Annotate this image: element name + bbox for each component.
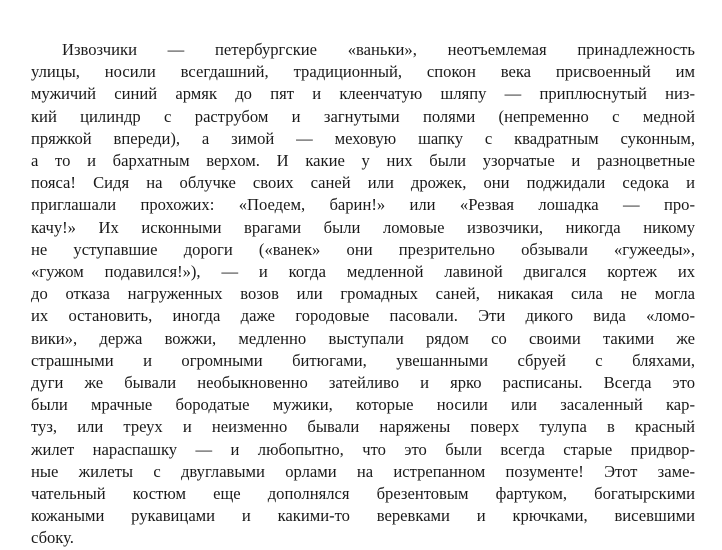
text-line: ные жилеты с двуглавыми орлами на истрепанном позументе! Этот заме- (31, 461, 695, 481)
text-line: а то и бархатным верхом. И какие у них были узорчатые и разноцветные (31, 151, 695, 171)
text-line: «гужом подавился!»), — и когда медленной лавиной двигался кортеж их (31, 262, 695, 282)
text-line: качу!» Их исконными врагами были ломовые извозчики, никогда никому (31, 217, 695, 237)
body-paragraph (31, 39, 695, 550)
text-line: были мрачные бородатые мужики, которые носили или засаленный кар- (31, 395, 695, 415)
text-line: до отказа нагруженных возов или громадных саней, никакая сила не могла (31, 284, 695, 304)
text-line: кожаными рукавицами и какими-то веревками и крючками, висевшими (31, 506, 695, 526)
text-line: пояса! Сидя на облучке своих саней или дрожек, они поджидали седока и (31, 173, 695, 193)
text-line: кий цилиндр с раструбом и загнутыми полями (непременно с медной (31, 106, 695, 126)
text-line: дуги же бывали необыкновенно затейливо и ярко расписаны. Всегда это (31, 373, 695, 393)
text-line: пряжкой впереди), а зимой — меховую шапку с квадратным суконным, (31, 128, 695, 148)
text-line: не уступавшие дороги («ванек» они презрительно обзывали «гужееды», (31, 239, 695, 259)
text-line: жилет нараспашку — и любопытно, что это были всегда старые придвор- (31, 439, 695, 459)
text-line: мужичий синий армяк до пят и клеенчатую шляпу — приплюснутый низ- (31, 84, 695, 104)
text-line: их остановить, иногда даже городовые пасовали. Эти дикого вида «ломо- (31, 306, 695, 326)
text-line: туз, или треух и неизменно бывали наряжены поверх тулупа в красный (31, 417, 695, 437)
text-line: приглашали прохожих: «Поедем, барин!» или «Резвая лошадка — про- (31, 195, 695, 215)
text-line: сбоку. (31, 528, 74, 548)
text-line: чательный костюм еще дополнялся брезентовым фартуком, богатырскими (31, 484, 695, 504)
text-line: улицы, носили всегдашний, традиционный, спокон века присвоенный им (31, 62, 695, 82)
text-line: страшными и огромными битюгами, увешанными сбруей с бляхами, (31, 350, 695, 370)
text-line: вики», держа вожжи, медленно выступали рядом со своими такими же (31, 328, 695, 348)
text-line: Извозчики — петербургские «ваньки», неотъемлемая принадлежность (62, 40, 695, 59)
